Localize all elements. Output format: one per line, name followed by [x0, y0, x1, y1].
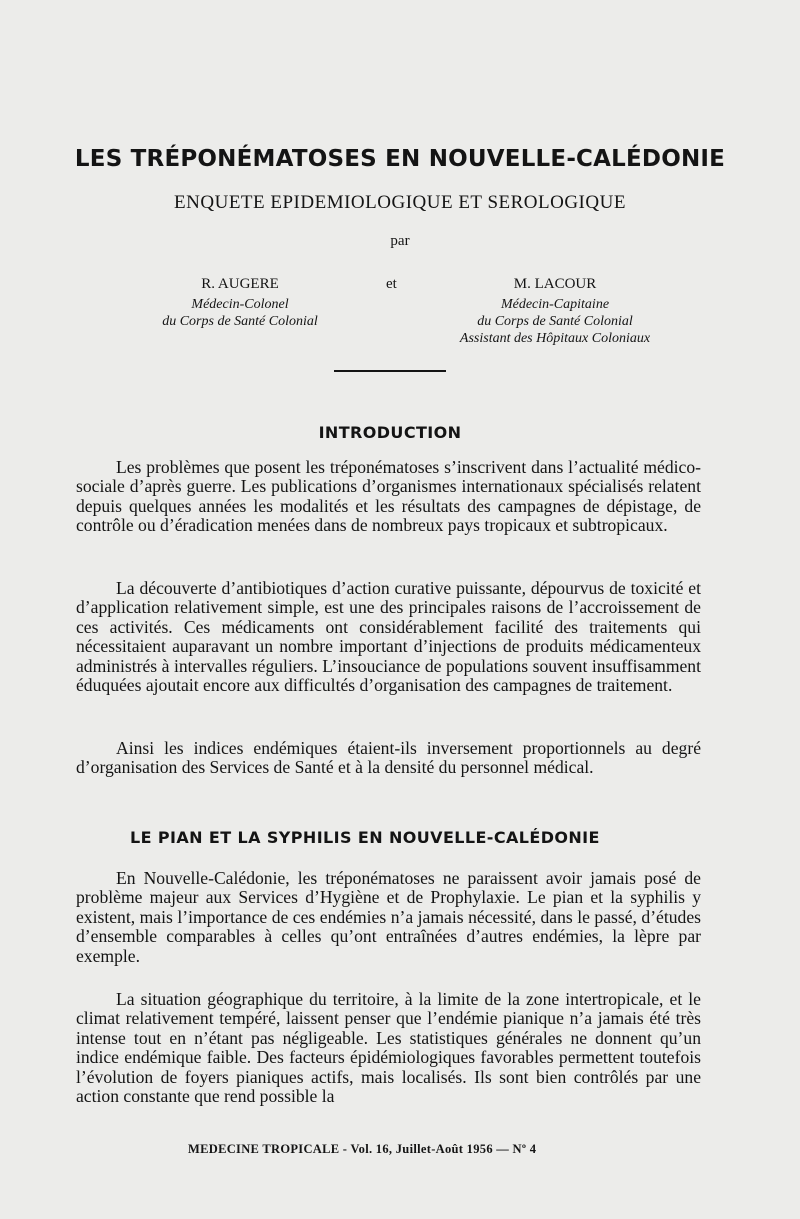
author-rank: Médecin-Capitaine	[500, 297, 610, 312]
paragraph: En Nouvelle-Calédonie, les tréponématoses ne paraissent avoir jamais posé de problème majeur aux Services d’Hygiène et de Prophylaxie. Le pian et la syphilis y existent, mais l’importance de ces endémies n’a jamais nécessité, dans le passé, d’études d’ensemble comparables à celles qu’ont entraînées d’autres endémies, la lèpre par exemple.	[76, 868, 701, 966]
paragraph: Ainsi les indices endémiques étaient-ils inversement proportionnels au degré d’organisation des Services de Santé et à la densité du personnel médical.	[76, 738, 701, 778]
section-heading-introduction: INTRODUCTION	[318, 423, 462, 442]
paragraph: La découverte d’antibiotiques d’action curative puissante, dépourvus de toxicité et d’application relativement simple, est une des principales raisons de l’accroissement de ces activités. Ces médicaments ont considérablement facilité des traitements qui nécessitaient auparavant un nombre important d’injections de produits médicamenteux administrés à intervalles réguliers. L’insouciance de populations souvent insuffisamment éduquées ajoutait encore aux difficultés d’organisation des campagnes de traitement.	[76, 578, 701, 696]
section-heading-pian-syphilis: LE PIAN ET LA SYPHILIS EN NOUVELLE-CALÉDONIE	[130, 828, 600, 847]
par-label: par	[390, 233, 410, 249]
author-name: M. LACOUR	[513, 276, 597, 292]
author-affiliation: Assistant des Hôpitaux Coloniaux	[459, 331, 651, 346]
paragraph: La situation géographique du territoire, à la limite de la zone intertropicale, et le climat relativement tempéré, laissent penser que l’endémie pianique n’a jamais été très intense tout en n’étant pas négligeable. Les statistiques générales ne donnent qu’un indice endémique faible. Des facteurs épidémiologiques favorables permettent toutefois l’évolution de foyers pianiques actifs, mais localisés. Ils sont bien contrôlés par une action constante que rend possible la	[76, 989, 701, 1107]
article-title: LES TRÉPONÉMATOSES EN NOUVELLE-CALÉDONIE	[74, 146, 726, 172]
article-subtitle: ENQUETE EPIDEMIOLOGIQUE ET SEROLOGIQUE	[174, 192, 626, 213]
author-block-augere	[120, 276, 360, 330]
author-name: R. AUGERE	[201, 276, 279, 292]
author-rank: Médecin-Colonel	[191, 297, 289, 312]
author-corps: du Corps de Santé Colonial	[162, 314, 318, 329]
journal-footer: MEDECINE TROPICALE - Vol. 16, Juillet-Août 1956 — Nº 4	[188, 1142, 537, 1156]
author-block-lacour	[410, 276, 700, 347]
et-label: et	[386, 276, 397, 292]
paragraph: Les problèmes que posent les tréponématoses s’inscrivent dans l’actualité médico-sociale d’après guerre. Les publications d’organismes internationaux spécialisés relatent depuis quelques années les modalités et les résultats des campagnes de dépistage, de contrôle ou d’éradication menées dans de nombreux pays tropicaux et subtropicaux.	[76, 457, 701, 536]
author-corps: du Corps de Santé Colonial	[477, 314, 633, 329]
separator-rule	[334, 370, 446, 372]
